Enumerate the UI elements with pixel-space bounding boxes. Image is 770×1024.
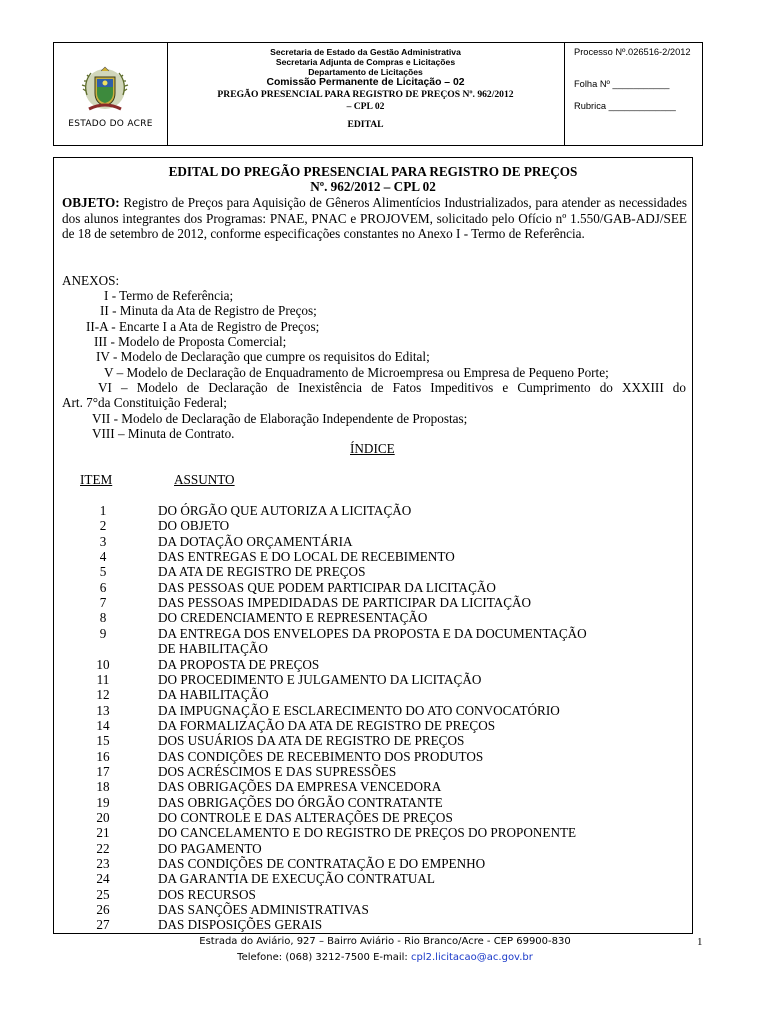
header-line-3: Departamento de Licitações — [308, 67, 423, 77]
index-item-subject: DAS SANÇÕES ADMINISTRATIVAS — [158, 902, 369, 918]
index-item-number: 21 — [96, 825, 110, 841]
index-item-number: 14 — [96, 717, 110, 733]
column-assunto-header: ASSUNTO — [174, 472, 235, 487]
index-item-subject: DO ÓRGÃO QUE AUTORIZA A LICITAÇÃO — [158, 503, 412, 518]
objeto-paragraph — [62, 195, 687, 242]
header-pregao: PREGÃO PRESENCIAL PARA REGISTRO DE PREÇOS Nº. 962/2012 — [217, 89, 514, 100]
index-item-subject: DAS CONDIÇÕES DE RECEBIMENTO DOS PRODUTOS — [158, 748, 484, 764]
objeto-text: Registro de Preços para Aquisição de Gêneros Alimentícios Industrializados, para atender as necessidades dos alunos integrantes dos Programas: PNAE, PNAC e PROJOVEM, solicitado pelo Ofício nº 1.550/GAB-ADJ/SEE de 18 de setembro de 2012, conforme especificações constantes no Anexo I - Termo de Referência. — [62, 195, 687, 241]
page-number: 1 — [697, 936, 703, 948]
anexo-item: VII - Modelo de Declaração de Elaboração Independente de Propostas; — [92, 411, 468, 426]
index-item-subject: DA IMPUGNAÇÃO E ESCLARECIMENTO DO ATO CONVOCATÓRIO — [158, 702, 560, 718]
anexo-item: IV - Modelo de Declaração que cumpre os requisitos do Edital; — [96, 349, 430, 364]
footer-address: Estrada do Aviário, 927 – Bairro Aviário - Rio Branco/Acre - CEP 69900-830 — [199, 936, 571, 947]
index-item-number: 23 — [96, 856, 110, 872]
header-emblem-cell — [54, 43, 168, 145]
anexo-item: VIII – Minuta de Contrato. — [92, 426, 235, 441]
index-item-subject: DO CREDENCIAMENTO E REPRESENTAÇÃO — [158, 610, 428, 626]
edital-number: Nº. 962/2012 – CPL 02 — [310, 179, 436, 194]
objeto-label: OBJETO: — [62, 195, 120, 210]
coat-of-arms-icon — [79, 65, 131, 119]
index-item-subject: DOS ACRÉSCIMOS E DAS SUPRESSÕES — [158, 763, 397, 779]
header-cpl: – CPL 02 — [346, 101, 385, 112]
index-item-number: 17 — [96, 763, 110, 779]
anexo-item: II-A - Encarte I a Ata de Registro de Preços; — [86, 319, 320, 334]
index-item-subject: DO PROCEDIMENTO E JULGAMENTO DA LICITAÇÃO — [158, 671, 482, 687]
edital-content — [53, 157, 693, 934]
process-number: Processo Nº.026516-2/2012 — [574, 47, 691, 57]
index-item-number: 7 — [99, 595, 107, 611]
header-process-cell — [564, 43, 702, 145]
folha-field: Folha Nº ___________ — [574, 79, 670, 89]
index-item-number: 19 — [96, 794, 110, 810]
index-item-subject: DA FORMALIZAÇÃO DA ATA DE REGISTRO DE PREÇOS — [158, 717, 496, 733]
index-item-subject: DAS DISPOSIÇÕES GERAIS — [158, 917, 323, 933]
index-item-subject: DO PAGAMENTO — [158, 840, 262, 856]
index-item-subject: DAS OBRIGAÇÕES DA EMPRESA VENCEDORA — [158, 779, 442, 795]
index-item-number: 9 — [99, 625, 107, 641]
header-commission: Comissão Permanente de Licitação – 02 — [266, 77, 465, 88]
anexo-item: II - Minuta da Ata de Registro de Preços; — [100, 303, 317, 318]
index-item-number: 5 — [99, 564, 107, 580]
index-item-number: 4 — [99, 549, 107, 565]
index-item-number: 3 — [99, 533, 107, 549]
index-item-subject: DAS CONDIÇÕES DE CONTRATAÇÃO E DO EMPENHO — [158, 856, 486, 872]
index-item-subject: DAS PESSOAS IMPEDIDADAS DE PARTICIPAR DA LICITAÇÃO — [158, 595, 532, 611]
estado-label: ESTADO DO ACRE — [68, 119, 153, 129]
anexo-item: Art. 7°da Constituição Federal; — [62, 395, 227, 410]
header-title-cell — [167, 43, 565, 145]
index-item-subject: DO CANCELAMENTO E DO REGISTRO DE PREÇOS DO PROPONENTE — [158, 825, 577, 841]
header-line-2: Secretaria Adjunta de Compras e Licitações — [275, 57, 456, 67]
anexo-item: V – Modelo de Declaração de Enquadramento de Microempresa ou Empresa de Pequeno Porte; — [104, 365, 609, 380]
index-item-number: 18 — [96, 779, 110, 795]
anexo-item: VI – Modelo de Declaração de Inexistência de Fatos Impeditivos e Cumprimento do XXXIII do — [98, 380, 686, 395]
index-item-subject: DOS USUÁRIOS DA ATA DE REGISTRO DE PREÇOS — [158, 733, 465, 749]
index-item-number: 26 — [96, 902, 110, 918]
footer-contact — [0, 952, 770, 963]
index-item-number: 2 — [99, 518, 107, 534]
index-item-number: 20 — [96, 810, 110, 825]
index-item-number: 6 — [99, 579, 107, 595]
indice-heading: ÍNDICE — [350, 441, 395, 456]
document-header — [53, 42, 703, 146]
index-item-subject: DA HABILITAÇÃO — [158, 687, 269, 703]
index-item-subject: DO OBJETO — [158, 518, 230, 534]
index-item-number: 15 — [96, 733, 110, 749]
index-item-number: 1 — [99, 503, 107, 518]
index-item-number: 11 — [96, 671, 110, 687]
anexos-label: ANEXOS: — [62, 273, 120, 288]
anexo-item: I - Termo de Referência; — [104, 288, 234, 303]
column-item-header: ITEM — [80, 472, 113, 487]
index-item-subject: DOS RECURSOS — [158, 886, 256, 902]
footer-phone: Telefone: (068) 3212-7500 E-mail: — [237, 952, 408, 963]
index-item-subject: DE HABILITAÇÃO — [158, 641, 268, 657]
index-item-number: 25 — [96, 886, 110, 902]
index-item-number: 8 — [99, 610, 107, 626]
index-item-number: 27 — [96, 917, 110, 933]
edital-title: EDITAL DO PREGÃO PRESENCIAL PARA REGISTRO DE PREÇOS — [168, 164, 578, 179]
index-item-number: 12 — [96, 687, 110, 703]
header-edital: EDITAL — [347, 119, 384, 130]
index-item-subject: DA GARANTIA DE EXECUÇÃO CONTRATUAL — [158, 871, 435, 887]
index-item-subject: DAS ENTREGAS E DO LOCAL DE RECEBIMENTO — [158, 549, 455, 565]
footer-email-link[interactable]: cpl2.licitacao@ac.gov.br — [411, 952, 533, 963]
index-item-subject: DO CONTROLE E DAS ALTERAÇÕES DE PREÇOS — [158, 810, 453, 825]
index-item-subject: DA PROPOSTA DE PREÇOS — [158, 656, 320, 672]
index-item-subject: DA DOTAÇÃO ORÇAMENTÁRIA — [158, 533, 353, 549]
index-item-subject: DA ENTREGA DOS ENVELOPES DA PROPOSTA E DA DOCUMENTAÇÃO — [158, 625, 587, 641]
rubrica-field: Rubrica _____________ — [574, 101, 676, 111]
index-item-number: 16 — [96, 748, 110, 764]
index-item-number: 22 — [96, 840, 110, 856]
anexo-item: III - Modelo de Proposta Comercial; — [94, 334, 287, 349]
index-item-subject: DAS OBRIGAÇÕES DO ÓRGÃO CONTRATANTE — [158, 794, 443, 810]
header-line-1: Secretaria de Estado da Gestão Administrativa — [270, 47, 461, 57]
index-item-number: 10 — [96, 656, 110, 672]
index-item-subject: DA ATA DE REGISTRO DE PREÇOS — [158, 564, 366, 580]
index-item-number: 13 — [96, 702, 110, 718]
index-item-subject: DAS PESSOAS QUE PODEM PARTICIPAR DA LICITAÇÃO — [158, 579, 496, 595]
index-item-number: 24 — [96, 871, 110, 887]
